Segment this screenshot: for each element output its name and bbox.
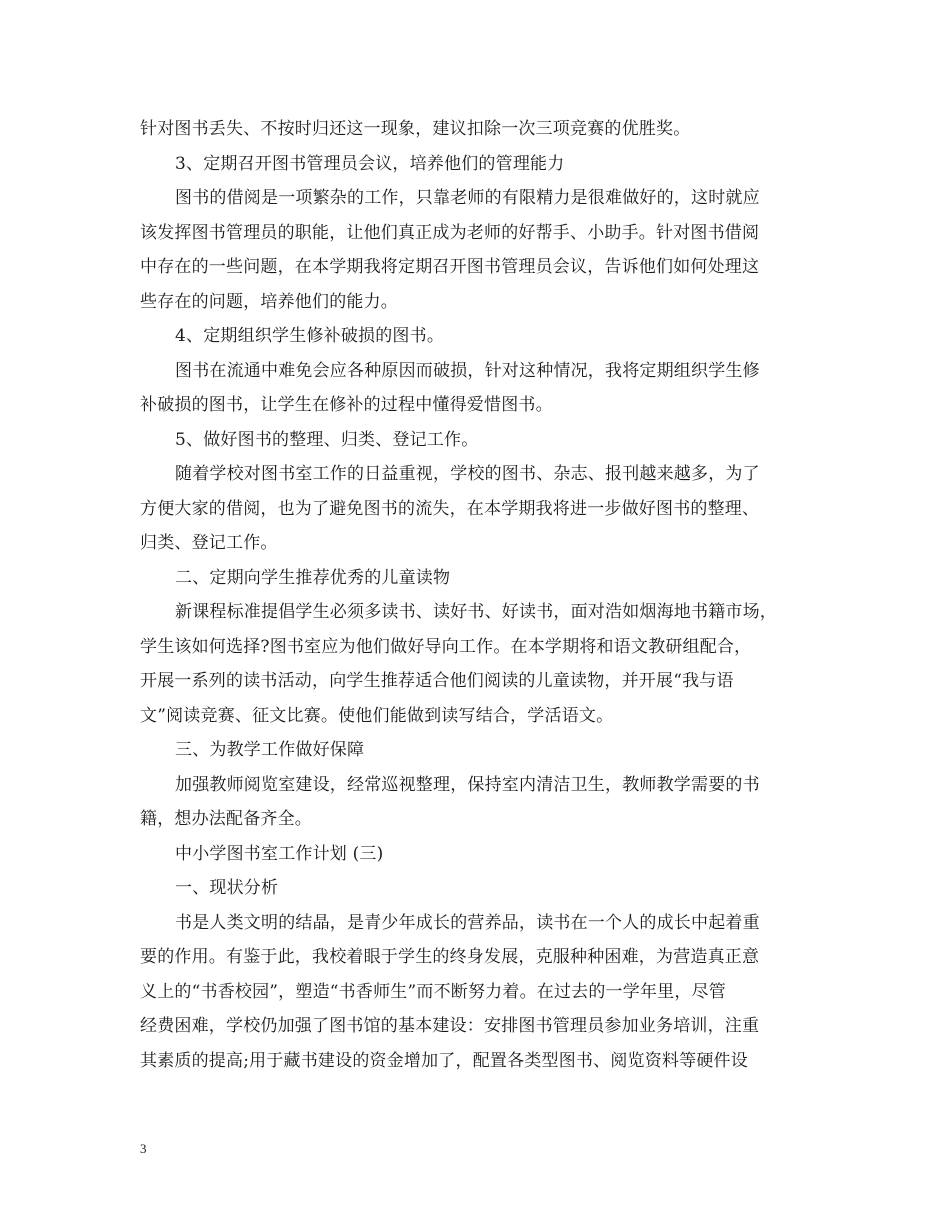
text-line: 中存在的一些问题，在本学期我将定期召开图书管理员会议，告诉他们如何处理这: [140, 257, 760, 277]
text-line: 经费困难，学校仍加强了图书馆的基本建设：安排图书管理员参加业务培训，注重: [140, 1016, 760, 1036]
text-line: 图书的借阅是一项繁杂的工作，只靠老师的有限精力是很难做好的，这时就应: [175, 188, 760, 208]
text-line: 开展一系列的读书活动，向学生推荐适合他们阅读的儿童读物，并开展“我与语: [140, 671, 734, 691]
text-line: 方便大家的借阅，也为了避免图书的流失，在本学期我将进一步做好图书的整理、: [140, 498, 760, 519]
text-line: 中小学图书室工作计划 (三): [175, 843, 384, 864]
text-line: 3、定期召开图书管理员会议，培养他们的管理能力: [175, 153, 565, 174]
page-number: 3: [140, 1141, 147, 1156]
text-line: 要的作用。有鉴于此，我校着眼于学生的终身发展，克服种种困难，为营造真正意: [140, 947, 760, 967]
text-line: 5、做好图书的整理、归类、登记工作。: [175, 429, 479, 450]
text-line: 籍，想办法配备齐全。: [140, 809, 312, 829]
text-line: 图书在流通中难免会应各种原因而破损，针对这种情况，我将定期组织学生修: [175, 360, 760, 381]
text-line: 一、现状分析: [175, 878, 279, 898]
text-line: 学生该如何选择?图书室应为他们做好导向工作。在本学期将和语文教研组配合，: [140, 636, 752, 657]
text-line: 三、为教学工作做好保障: [175, 740, 365, 760]
text-line: 文”阅读竞赛、征文比赛。使他们能做到读写结合，学活语文。: [140, 705, 614, 726]
text-line: 书是人类文明的结晶，是青少年成长的营养品，读书在一个人的成长中起着重: [175, 912, 760, 933]
text-line: 新课程标准提倡学生必须多读书、读好书、好读书，面对浩如烟海地书籍市场，: [175, 602, 777, 622]
text-line: 4、定期组织学生修补破损的图书。: [175, 326, 445, 346]
text-line: 加强教师阅览室建设，经常巡视整理，保持室内清洁卫生，教师教学需要的书: [175, 774, 760, 795]
text-line: 针对图书丢失、不按时归还这一现象，建议扣除一次三项竞赛的优胜奖。: [140, 119, 691, 139]
body-text: [140, 112, 830, 1078]
text-line: 补破损的图书，让学生在修补的过程中懂得爱惜图书。: [140, 395, 553, 415]
text-line: 归类、登记工作。: [140, 533, 278, 553]
text-line: 其素质的提高;用于藏书建设的资金增加了，配置各类型图书、阅览资料等硬件设: [140, 1050, 748, 1071]
text-line: 二、定期向学生推荐优秀的儿童读物: [175, 567, 451, 588]
text-line: 些存在的问题，培养他们的能力。: [140, 291, 398, 312]
text-line: 该发挥图书管理员的职能，让他们真正成为老师的好帮手、小助手。针对图书借阅: [140, 222, 760, 243]
text-line: 随着学校对图书室工作的日益重视，学校的图书、杂志、报刊越来越多，为了: [175, 464, 760, 484]
text-line: 义上的“书香校园”，塑造“书香师生”而不断努力着。在过去的一学年里，尽管: [140, 981, 726, 1002]
